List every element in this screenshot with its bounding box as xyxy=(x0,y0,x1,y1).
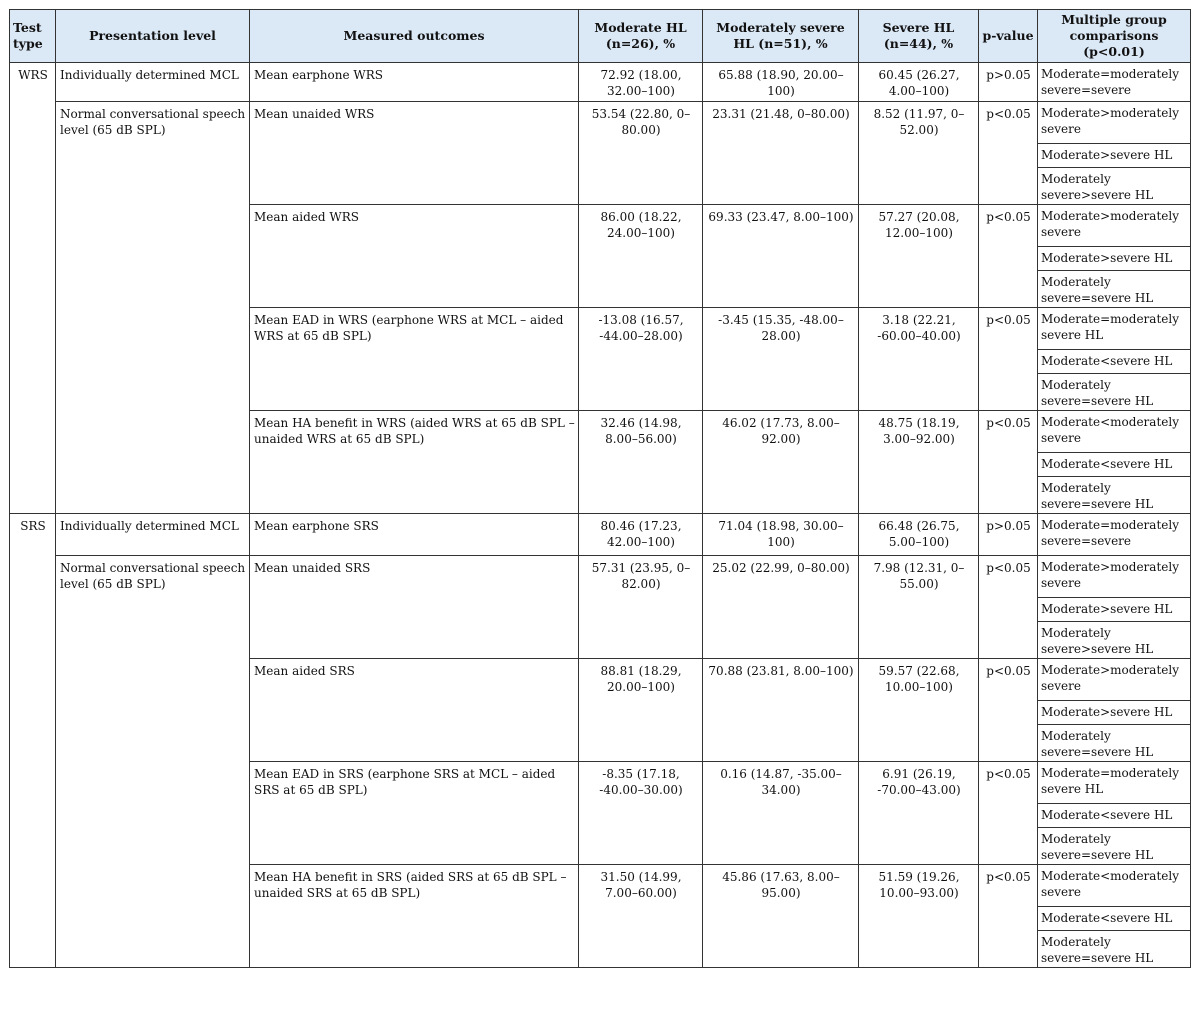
severe-hl-value: 51.59 (19.26, 10.00–93.00) xyxy=(859,865,979,968)
moderate-hl-value: 57.31 (23.95, 0–82.00) xyxy=(579,556,703,659)
p-value-cell: p<0.05 xyxy=(979,556,1038,659)
comparison-cell: Moderate>severe HL xyxy=(1038,701,1191,725)
comparison-cell: Moderate>moderately severe xyxy=(1038,102,1191,144)
moderate-hl-value: 72.92 (18.00, 32.00–100) xyxy=(579,63,703,102)
presentation-level-cell: Individually determined MCL xyxy=(56,514,250,556)
moderate-hl-value: 88.81 (18.29, 20.00–100) xyxy=(579,659,703,762)
moderately-severe-hl-value: 46.02 (17.73, 8.00–92.00) xyxy=(703,411,859,514)
p-value-cell: p>0.05 xyxy=(979,514,1038,556)
presentation-level-cell: Individually determined MCL xyxy=(56,63,250,102)
moderately-severe-hl-value: 71.04 (18.98, 30.00–100) xyxy=(703,514,859,556)
header-moderate-hl: Moderate HL (n=26), % xyxy=(579,10,703,63)
comparison-cell: Moderate<severe HL xyxy=(1038,907,1191,931)
p-value-cell: p<0.05 xyxy=(979,865,1038,968)
comparison-cell: Moderate>moderately severe xyxy=(1038,659,1191,701)
moderate-hl-value: -8.35 (17.18, -40.00–30.00) xyxy=(579,762,703,865)
p-value-cell: p<0.05 xyxy=(979,308,1038,411)
moderate-hl-value: 86.00 (18.22, 24.00–100) xyxy=(579,205,703,308)
comparison-cell: Moderate=moderately severe=severe xyxy=(1038,63,1191,102)
comparison-cell: Moderate<severe HL xyxy=(1038,453,1191,477)
comparison-cell: Moderately severe=severe HL xyxy=(1038,374,1191,411)
header-p-value: p-value xyxy=(979,10,1038,63)
comparison-cell: Moderate>severe HL xyxy=(1038,247,1191,271)
moderate-hl-value: 31.50 (14.99, 7.00–60.00) xyxy=(579,865,703,968)
moderately-severe-hl-value: 25.02 (22.99, 0–80.00) xyxy=(703,556,859,659)
comparison-cell: Moderately severe=severe HL xyxy=(1038,271,1191,308)
p-value-cell: p<0.05 xyxy=(979,411,1038,514)
comparison-cell: Moderate>severe HL xyxy=(1038,598,1191,622)
header-row xyxy=(10,10,1191,63)
moderately-severe-hl-value: 65.88 (18.90, 20.00–100) xyxy=(703,63,859,102)
results-table-container xyxy=(9,9,1191,968)
comparison-cell: Moderate>severe HL xyxy=(1038,144,1191,168)
measured-outcome-cell: Mean EAD in WRS (earphone WRS at MCL – aided WRS at 65 dB SPL) xyxy=(250,308,579,411)
measured-outcome-cell: Mean HA benefit in SRS (aided SRS at 65 dB SPL – unaided SRS at 65 dB SPL) xyxy=(250,865,579,968)
test-type-cell: WRS xyxy=(10,63,56,514)
severe-hl-value: 48.75 (18.19, 3.00–92.00) xyxy=(859,411,979,514)
table-row xyxy=(10,556,1191,598)
moderately-severe-hl-value: 23.31 (21.48, 0–80.00) xyxy=(703,102,859,205)
moderately-severe-hl-value: 45.86 (17.63, 8.00–95.00) xyxy=(703,865,859,968)
comparison-cell: Moderately severe>severe HL xyxy=(1038,168,1191,205)
p-value-cell: p<0.05 xyxy=(979,205,1038,308)
moderate-hl-value: 53.54 (22.80, 0–80.00) xyxy=(579,102,703,205)
comparison-cell: Moderately severe=severe HL xyxy=(1038,725,1191,762)
header-moderately-severe-hl: Moderately severe HL (n=51), % xyxy=(703,10,859,63)
comparison-cell: Moderate<severe HL xyxy=(1038,804,1191,828)
comparison-cell: Moderate=moderately severe HL xyxy=(1038,762,1191,804)
p-value-cell: p<0.05 xyxy=(979,762,1038,865)
moderate-hl-value: 32.46 (14.98, 8.00–56.00) xyxy=(579,411,703,514)
severe-hl-value: 3.18 (22.21, -60.00–40.00) xyxy=(859,308,979,411)
comparison-cell: Moderate<severe HL xyxy=(1038,350,1191,374)
measured-outcome-cell: Mean EAD in SRS (earphone SRS at MCL – aided SRS at 65 dB SPL) xyxy=(250,762,579,865)
severe-hl-value: 66.48 (26.75, 5.00–100) xyxy=(859,514,979,556)
header-test-type: Test type xyxy=(10,10,56,63)
p-value-cell: p>0.05 xyxy=(979,63,1038,102)
measured-outcome-cell: Mean HA benefit in WRS (aided WRS at 65 dB SPL – unaided WRS at 65 dB SPL) xyxy=(250,411,579,514)
measured-outcome-cell: Mean aided WRS xyxy=(250,205,579,308)
header-measured-outcomes: Measured outcomes xyxy=(250,10,579,63)
comparison-cell: Moderately severe=severe HL xyxy=(1038,477,1191,514)
table-row xyxy=(10,514,1191,556)
moderately-severe-hl-value: -3.45 (15.35, -48.00–28.00) xyxy=(703,308,859,411)
severe-hl-value: 6.91 (26.19, -70.00–43.00) xyxy=(859,762,979,865)
p-value-cell: p<0.05 xyxy=(979,102,1038,205)
moderate-hl-value: 80.46 (17.23, 42.00–100) xyxy=(579,514,703,556)
measured-outcome-cell: Mean unaided SRS xyxy=(250,556,579,659)
table-row xyxy=(10,63,1191,102)
severe-hl-value: 57.27 (20.08, 12.00–100) xyxy=(859,205,979,308)
presentation-level-cell: Normal conversational speech level (65 dB SPL) xyxy=(56,556,250,968)
measured-outcome-cell: Mean unaided WRS xyxy=(250,102,579,205)
moderately-severe-hl-value: 70.88 (23.81, 8.00–100) xyxy=(703,659,859,762)
measured-outcome-cell: Mean earphone SRS xyxy=(250,514,579,556)
severe-hl-value: 59.57 (22.68, 10.00–100) xyxy=(859,659,979,762)
test-type-cell: SRS xyxy=(10,514,56,968)
results-table xyxy=(9,9,1191,968)
header-presentation-level: Presentation level xyxy=(56,10,250,63)
moderately-severe-hl-value: 0.16 (14.87, -35.00–34.00) xyxy=(703,762,859,865)
moderately-severe-hl-value: 69.33 (23.47, 8.00–100) xyxy=(703,205,859,308)
p-value-cell: p<0.05 xyxy=(979,659,1038,762)
comparison-cell: Moderately severe=severe HL xyxy=(1038,931,1191,968)
comparison-cell: Moderate=moderately severe HL xyxy=(1038,308,1191,350)
table-row xyxy=(10,102,1191,144)
comparison-cell: Moderate<moderately severe xyxy=(1038,865,1191,907)
header-multiple-comparisons: Multiple group comparisons (p<0.01) xyxy=(1038,10,1191,63)
measured-outcome-cell: Mean aided SRS xyxy=(250,659,579,762)
comparison-cell: Moderate<moderately severe xyxy=(1038,411,1191,453)
comparison-cell: Moderately severe=severe HL xyxy=(1038,828,1191,865)
severe-hl-value: 7.98 (12.31, 0–55.00) xyxy=(859,556,979,659)
comparison-cell: Moderately severe>severe HL xyxy=(1038,622,1191,659)
comparison-cell: Moderate>moderately severe xyxy=(1038,556,1191,598)
table-body xyxy=(10,63,1191,968)
severe-hl-value: 60.45 (26.27, 4.00–100) xyxy=(859,63,979,102)
presentation-level-cell: Normal conversational speech level (65 dB SPL) xyxy=(56,102,250,514)
header-severe-hl: Severe HL (n=44), % xyxy=(859,10,979,63)
severe-hl-value: 8.52 (11.97, 0–52.00) xyxy=(859,102,979,205)
comparison-cell: Moderate>moderately severe xyxy=(1038,205,1191,247)
measured-outcome-cell: Mean earphone WRS xyxy=(250,63,579,102)
comparison-cell: Moderate=moderately severe=severe xyxy=(1038,514,1191,556)
moderate-hl-value: -13.08 (16.57, -44.00–28.00) xyxy=(579,308,703,411)
